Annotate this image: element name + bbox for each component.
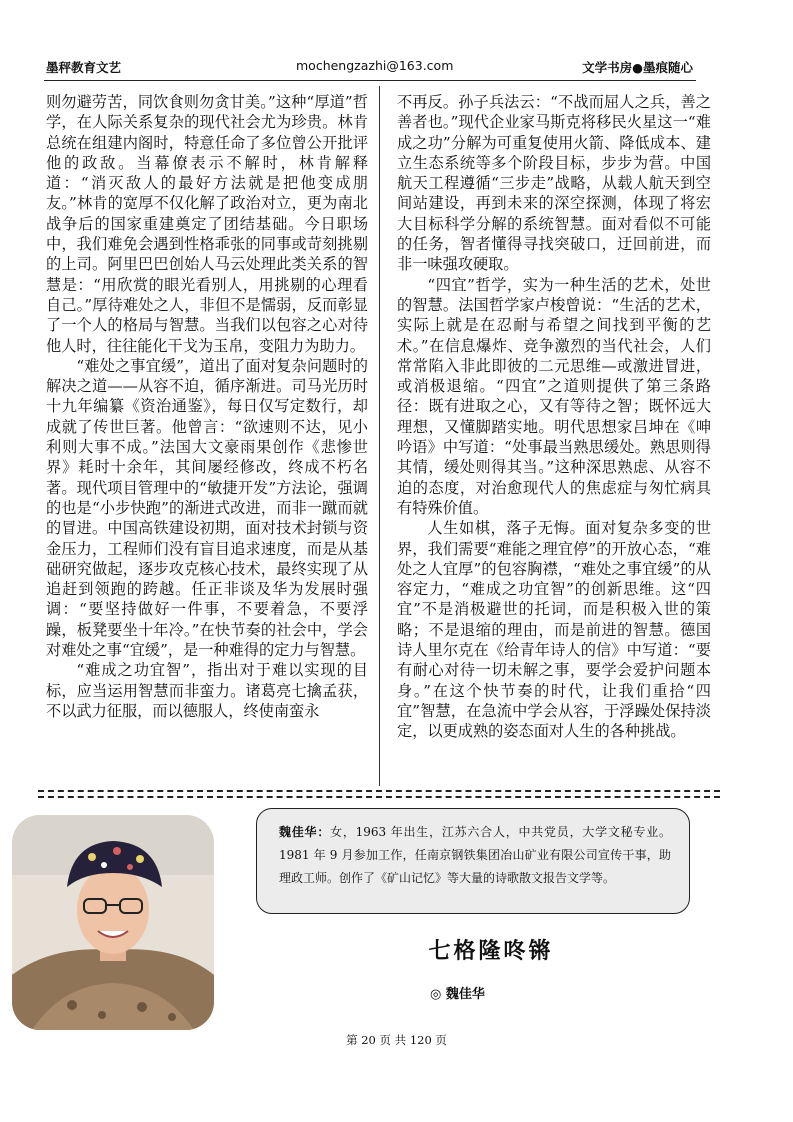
poem-title: 七格隆咚锵 (428, 938, 554, 964)
author-bio-box (256, 808, 690, 914)
article-left-column (46, 92, 368, 721)
header-magazine-name: 墨秤教育文艺 (46, 60, 122, 75)
author-portrait-image (12, 815, 214, 1030)
column-divider (379, 86, 380, 786)
page-header (46, 58, 693, 78)
header-section-name: 文学书房●墨痕随心 (582, 60, 693, 75)
page-footer: 第 20 页 共 120 页 (346, 1033, 447, 1047)
author-bio-name: 魏佳华： (279, 825, 331, 839)
header-rule (44, 80, 696, 81)
article-paragraph: 则勿避劳苦，同饮食则勿贪甘美。”这种“厚道”哲学，在人际关系复杂的现代社会尤为珍贵。林肯总统在组建内阁时，特意任命了多位曾公开批评他的政敌。当幕僚表示不解时，林肯解释道：“消灭敌人的最好方法就是把他变成朋友。”林肯的宽厚不仅化解了政治对立，更为南北战争后的国家重建奠定了团结基础。今日职场中，我们难免会遇到性格乖张的同事或苛刻挑剔的上司。阿里巴巴创始人马云处理此类关系的智慧是：“用欣赏的眼光看别人，用挑剔的心理看自己。”厚待难处之人，非但不是懦弱，反而彰显了一个人的格局与智慧。当我们以包容之心对待他人时，往往能化干戈为玉帛，变阻力为助力。 (46, 93, 368, 355)
author-photo (12, 815, 214, 1030)
article-paragraph: 人生如棋，落子无悔。面对复杂多变的世界，我们需要“难能之理宜停”的开放心态，“难处之人宜厚”的包容胸襟，“难处之事宜缓”的从容定力，“难成之功宜智”的创新思维。这“四宜”不是消极避世的托词，而是积极入世的策略；不是退缩的理由，而是前进的智慧。德国诗人里尔克在《给青年诗人的信》中写道：“要有耐心对待一切未解之事，要学会爱护问题本身。”在这个快节奏的时代，让我们重拾“四宜”智慧，在急流中学会从容，于浮躁处保持淡定，以更成熟的姿态面对人生的各种挑战。 (397, 519, 711, 741)
article-paragraph: “难成之功宜智”，指出对于难以实现的目标，应当运用智慧而非蛮力。诸葛亮七擒孟获，不以武力征服，而以德服人，终使南蛮永 (46, 661, 368, 720)
article-paragraph: “难处之事宜缓”，道出了面对复杂问题时的解决之道——从容不迫，循序渐进。司马光历时十九年编纂《资治通鉴》，每日仅写定数行，却成就了传世巨著。他曾言：“欲速则不达，见小利则大事不成。”法国大文豪雨果创作《悲惨世界》耗时十余年，其间屡经修改，终成不朽名著。现代项目管理中的“敏捷开发”方法论，强调的也是“小步快跑”的渐进式改进，而非一蹴而就的冒进。中国高铁建设初期，面对技术封锁与资金压力，工程师们没有盲目追求速度，而是从基础研究做起，逐步攻克核心技术，最终实现了从追赶到领跑的跨越。任正非谈及华为发展时强调：“要坚持做好一件事，不要着急，不要浮躁，板凳要坐十年冷。”在快节奏的社会中，学会对难处之事“宜缓”，是一种难得的定力与智慧。 (46, 356, 368, 660)
header-email: mochengzazhi@163.com (296, 58, 454, 73)
section-separator (38, 790, 720, 798)
poem-author: ◎ 魏佳华 (430, 987, 485, 1002)
article-paragraph: “四宜”哲学，实为一种生活的艺术，处世的智慧。法国哲学家卢梭曾说：“生活的艺术，实际上就是在忍耐与希望之间找到平衡的艺术。”在信息爆炸、竞争激烈的当代社会，人们常常陷入非此即彼的二元思维—或激进冒进，或消极退缩。“四宜”之道则提供了第三条路径：既有进取之心，又有等待之智；既怀远大理想，又懂脚踏实地。明代思想家吕坤在《呻吟语》中写道：“处事最当熟思缓处。熟思则得其情，缓处则得其当。”这种深思熟虑、从容不迫的态度，对治愈现代人的焦虑症与匆忙病具有特殊价值。 (397, 275, 711, 517)
author-bio-text: 女，1963 年出生，江苏六合人，中共党员，大学文秘专业。1981 年 9 月参加工作，任南京钢铁集团冶山矿业有限公司宣传干事，助理政工师。创作了《矿山记忆》等大量的诗歌散文报告文学等。 (279, 825, 671, 885)
article-paragraph: 不再反。孙子兵法云：“不战而屈人之兵，善之善者也。”现代企业家马斯克将移民火星这一“难成之功”分解为可重复使用火箭、降低成本、建立生态系统等多个阶段目标，步步为营。中国航天工程遵循“三步走”战略，从载人航天到空间站建设，再到未来的深空探测，体现了将宏大目标科学分解的系统智慧。面对看似不可能的任务，智者懂得寻找突破口，迂回前进，而非一味强攻硬取。 (397, 93, 711, 274)
article-right-column (397, 92, 711, 742)
